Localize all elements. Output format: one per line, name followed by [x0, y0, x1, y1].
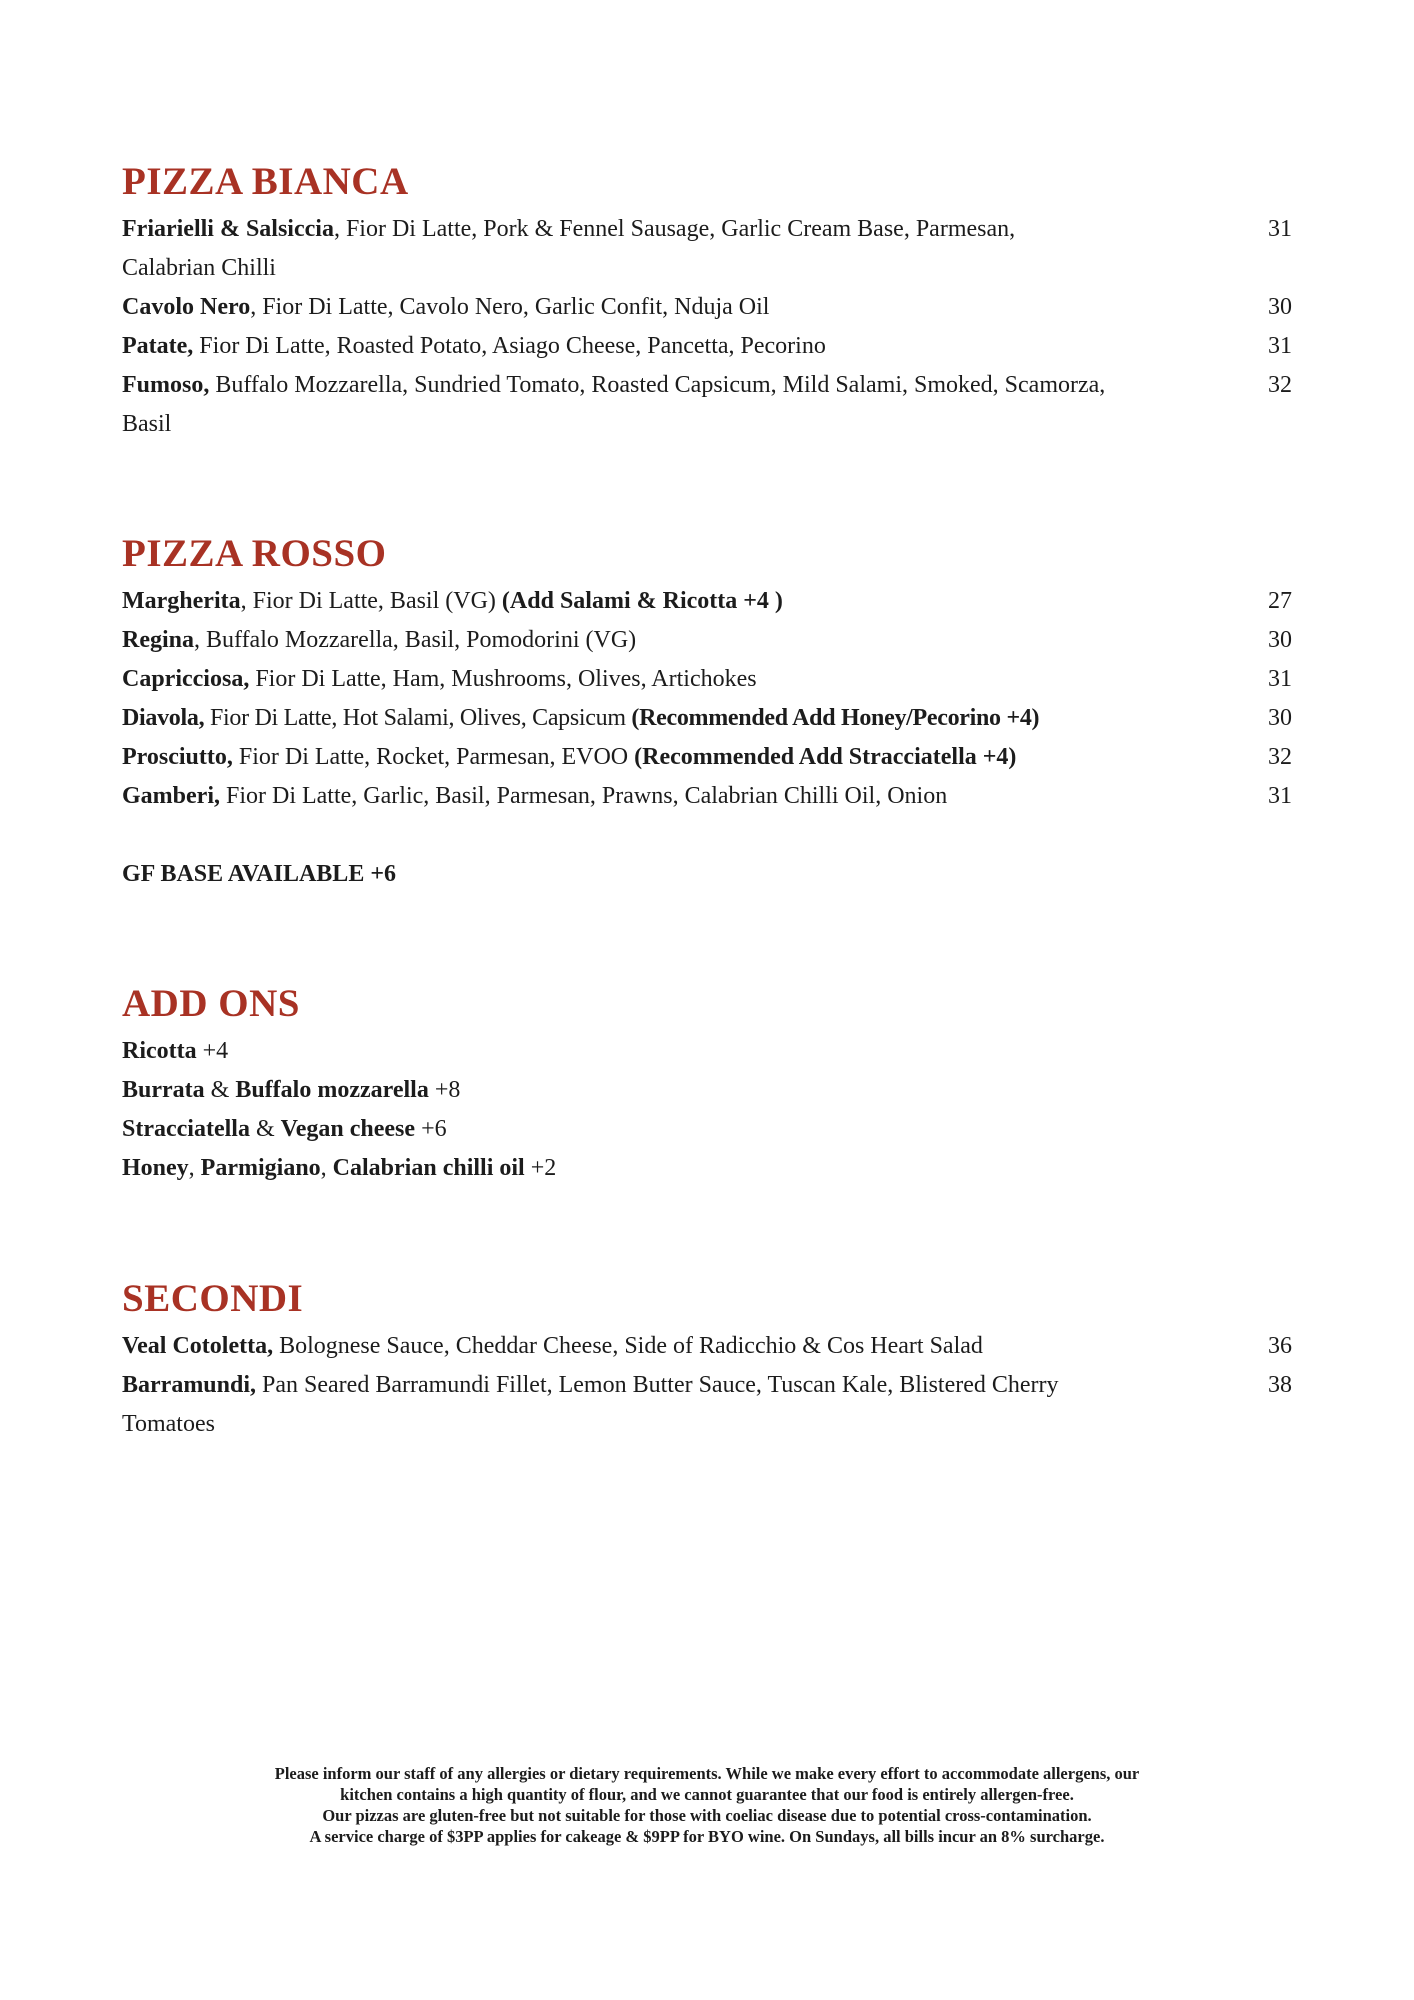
- item-description: Fior Di Latte, Roasted Potato, Asiago Cheese, Pancetta, Pecorino: [193, 333, 826, 359]
- item-name: Capricciosa,: [122, 666, 250, 692]
- item-price: 27: [1268, 588, 1292, 614]
- menu-item: [122, 210, 1292, 288]
- item-name: Fumoso,: [122, 372, 210, 398]
- section-secondi: [122, 1275, 1292, 1444]
- item-price: 30: [1268, 705, 1292, 731]
- item-name: Prosciutto,: [122, 744, 233, 770]
- item-price: 31: [1268, 216, 1292, 242]
- item-note: (Recommended Add Stracciatella +4): [634, 744, 1017, 770]
- item-description: Buffalo Mozzarella, Sundried Tomato, Roasted Capsicum, Mild Salami, Smoked, Scamorza, Basil: [122, 372, 1106, 437]
- footer-line: kitchen contains a high quantity of flour, and we cannot guarantee that our food is entirely allergen-free.: [340, 1785, 1074, 1804]
- item-note: (Recommended Add Honey/Pecorino +4): [631, 705, 1040, 731]
- section-heading: PIZZA ROSSO: [122, 532, 387, 575]
- section-add-ons: [122, 980, 1292, 1188]
- addon-price: +8: [428, 1077, 461, 1103]
- item-price: 31: [1268, 783, 1292, 809]
- item-name: Veal Cotoletta,: [122, 1333, 274, 1359]
- item-description: , Fior Di Latte, Pork & Fennel Sausage, Garlic Cream Base, Parmesan, Calabrian Chilli: [122, 216, 1016, 281]
- menu-item: [122, 582, 1292, 621]
- item-name: Diavola,: [122, 705, 205, 731]
- item-price: 31: [1268, 666, 1292, 692]
- menu-item: [122, 699, 1292, 738]
- item-name: Regina: [122, 627, 194, 653]
- item-name: Gamberi,: [122, 783, 220, 809]
- item-description: , Fior Di Latte, Basil (VG): [240, 588, 502, 614]
- item-note: (Add Salami & Ricotta +4 ): [501, 588, 783, 614]
- item-description: Pan Seared Barramundi Fillet, Lemon Butter Sauce, Tuscan Kale, Blistered Cherry Tomatoes: [122, 1372, 1059, 1437]
- item-name: Barramundi,: [122, 1372, 257, 1398]
- menu-item: [122, 366, 1292, 444]
- item-name: Patate,: [122, 333, 194, 359]
- item-description: Fior Di Latte, Ham, Mushrooms, Olives, Artichokes: [249, 666, 757, 692]
- item-price: 38: [1268, 1372, 1292, 1398]
- addon-price: +6: [415, 1116, 447, 1142]
- addon-line: Stracciatella & Vegan cheese +6: [122, 1116, 447, 1142]
- section-pizza-rosso: [122, 530, 1292, 894]
- addon-price: +4: [196, 1038, 229, 1064]
- addon-line: Ricotta +4: [122, 1038, 229, 1064]
- item-description: Fior Di Latte, Garlic, Basil, Parmesan, Prawns, Calabrian Chilli Oil, Onion: [219, 783, 948, 809]
- allergen-footer: [100, 1763, 1314, 1847]
- item-price: 31: [1268, 333, 1292, 359]
- item-name: Friarielli & Salsiccia: [122, 216, 334, 242]
- menu-item: [122, 327, 1292, 366]
- menu-item: [122, 738, 1292, 777]
- item-description: , Buffalo Mozzarella, Basil, Pomodorini (VG): [194, 627, 637, 653]
- section-heading: ADD ONS: [122, 982, 300, 1025]
- footer-line: Our pizzas are gluten-free but not suitable for those with coeliac disease due to potential cross-contamination.: [322, 1806, 1092, 1825]
- addon-line: Burrata & Buffalo mozzarella +8: [122, 1077, 461, 1103]
- item-description: , Fior Di Latte, Cavolo Nero, Garlic Confit, Nduja Oil: [250, 294, 770, 320]
- item-price: 32: [1268, 372, 1292, 398]
- item-price: 36: [1268, 1333, 1292, 1359]
- menu-item: [122, 1327, 1292, 1366]
- item-price: 30: [1268, 294, 1292, 320]
- item-name: Cavolo Nero: [122, 294, 251, 320]
- section-pizza-bianca: [122, 158, 1292, 444]
- footer-line: Please inform our staff of any allergies or dietary requirements. While we make every effort to accommodate allergens, our: [274, 1764, 1140, 1783]
- item-description: Fior Di Latte, Rocket, Parmesan, EVOO: [232, 744, 635, 770]
- section-heading: SECONDI: [122, 1277, 304, 1320]
- item-name: Margherita: [122, 588, 241, 614]
- footer-line: A service charge of $3PP applies for cakeage & $9PP for BYO wine. On Sundays, all bills incur an 8% surcharge.: [309, 1827, 1105, 1846]
- menu-item: [122, 1366, 1292, 1444]
- item-price: 30: [1268, 627, 1292, 653]
- menu-item: [122, 288, 1292, 327]
- menu-item: [122, 777, 1292, 816]
- addon-line: Honey, Parmigiano, Calabrian chilli oil +2: [122, 1155, 557, 1181]
- gf-base-note: GF BASE AVAILABLE +6: [122, 861, 396, 887]
- item-description: Bolognese Sauce, Cheddar Cheese, Side of Radicchio & Cos Heart Salad: [273, 1333, 983, 1359]
- item-price: 32: [1268, 744, 1292, 770]
- menu-item: [122, 621, 1292, 660]
- menu-item: [122, 660, 1292, 699]
- item-description: Fior Di Latte, Hot Salami, Olives, Capsicum: [204, 705, 632, 731]
- section-heading: PIZZA BIANCA: [122, 160, 409, 203]
- addon-price: +2: [524, 1155, 557, 1181]
